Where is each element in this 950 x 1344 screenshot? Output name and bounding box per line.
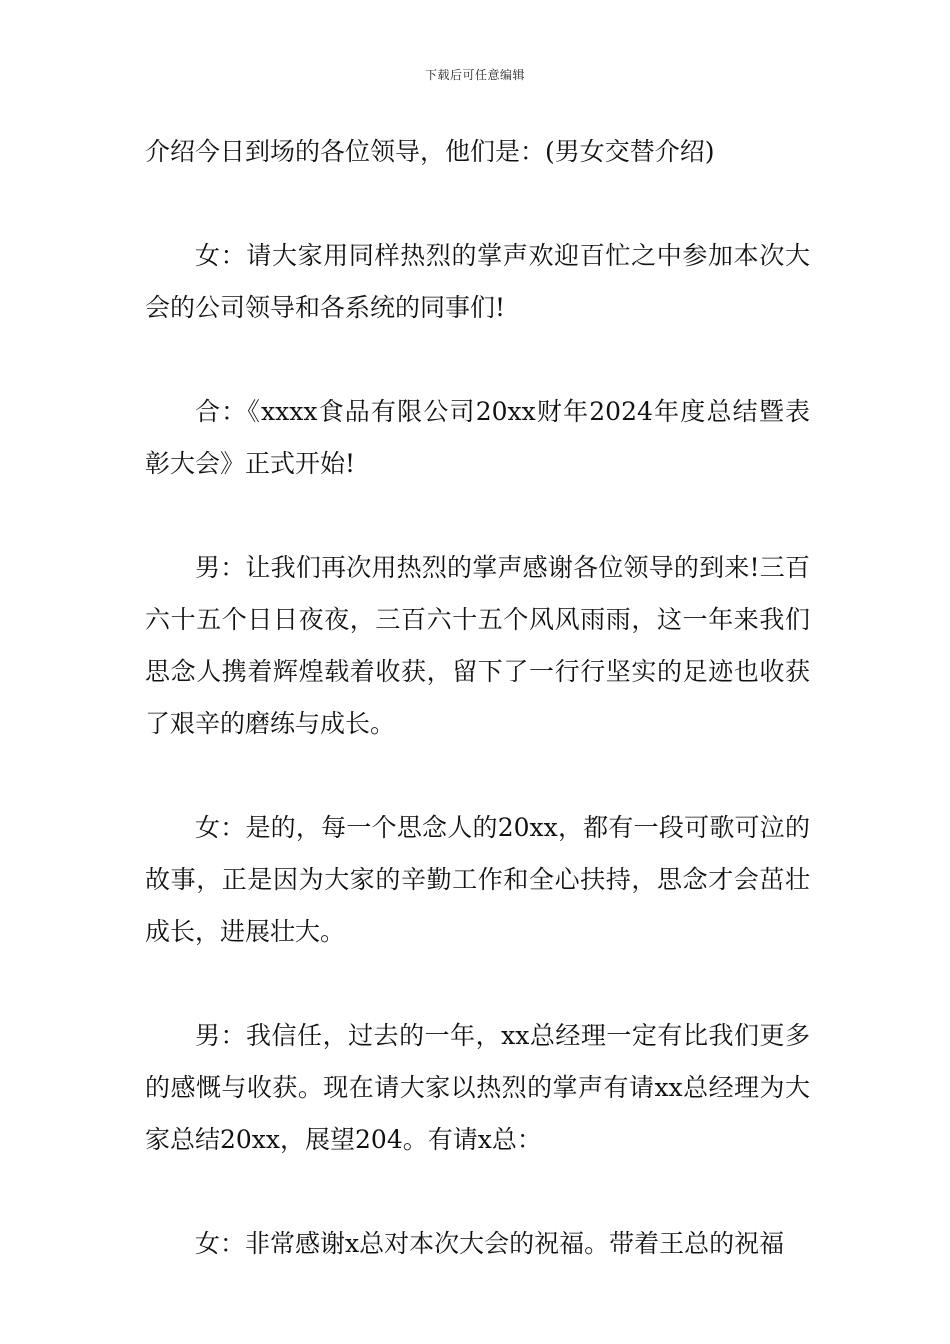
page-header-note: 下载后可任意编辑: [424, 68, 525, 82]
paragraph-male-1: 男：让我们再次用热烈的掌声感谢各位领导的到来!三百六十五个日日夜夜，三百六十五个风风雨雨，这一年来我们思念人携着辉煌载着收获，留下了一行行坚实的足迹也收获了艰辛的磨练与成长。: [145, 553, 810, 738]
paragraph-together: 合：《xxxx食品有限公司20xx财年2024年度总结暨表彰大会》正式开始!: [145, 397, 810, 478]
paragraph-female-2: 女：是的，每一个思念人的20xx，都有一段可歌可泣的故事，正是因为大家的辛勤工作和全心扶持，思念才会茁壮成长，进展壮大。: [145, 813, 810, 946]
paragraph-female-1: 女：请大家用同样热烈的掌声欢迎百忙之中参加本次大会的公司领导和各系统的同事们!: [145, 241, 810, 322]
document-body: [145, 126, 810, 1270]
paragraph-male-2: 男：我信任，过去的一年，xx总经理一定有比我们更多的感慨与收获。现在请大家以热烈的掌声有请xx总经理为大家总结20xx，展望204。有请x总：: [145, 1021, 810, 1154]
paragraph-intro: 介绍今日到场的各位领导，他们是：(男女交替介绍): [145, 137, 715, 166]
paragraph-female-3: 女：非常感谢x总对本次大会的祝福。带着王总的祝福: [195, 1229, 785, 1258]
